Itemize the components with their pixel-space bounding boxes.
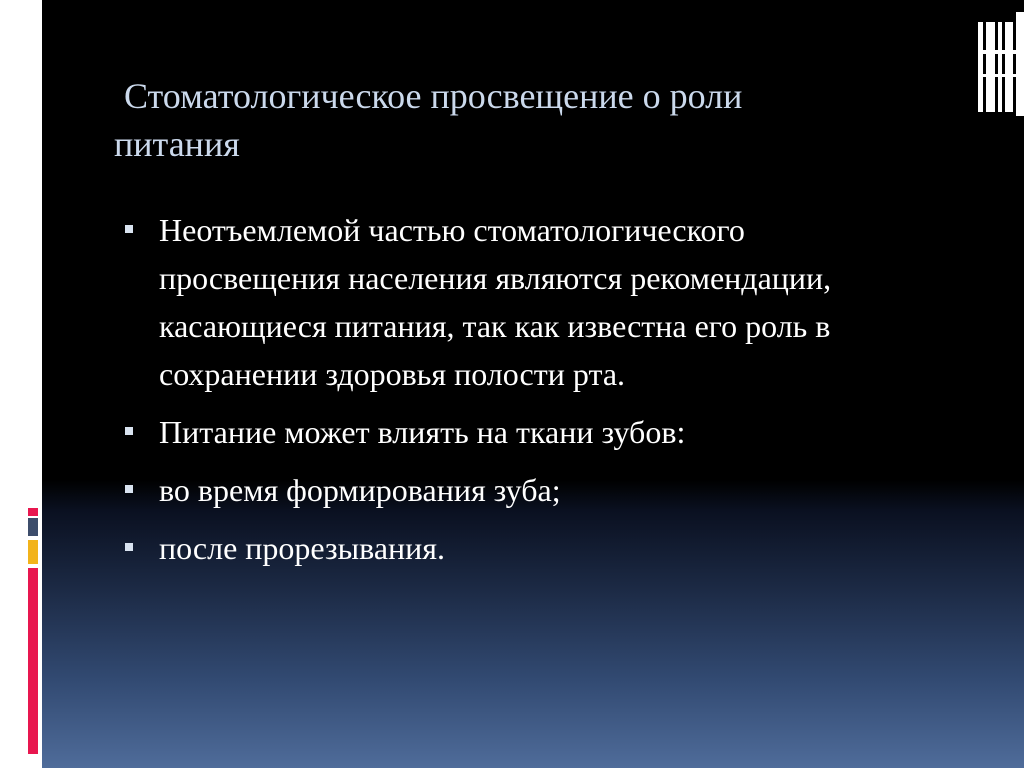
slide-title [114,72,938,168]
bullet-text: Питание может влиять на ткани зубов: [159,414,686,450]
bullet-item [122,408,922,456]
accent-bar-orange [28,540,38,564]
bullet-list [122,206,922,582]
bullet-item [122,524,922,572]
grid-icon [978,12,1024,116]
slide-title-line-2: питания [114,124,240,164]
square-bullet-icon [125,543,133,551]
bullet-text: Неотъемлемой частью стоматологического просвещения населения являются рекомендации, касающиеся питания, так как известна его роль в сохранении здоровья полости рта. [159,212,832,392]
accent-bar-red-small [28,508,38,516]
accent-bar-red-long [28,568,38,754]
bullet-item [122,206,922,398]
square-bullet-icon [125,225,133,233]
bullet-item [122,466,922,514]
accent-bar-gray [28,518,38,536]
bullet-text: во время формирования зуба; [159,472,561,508]
bullet-text: после прорезывания. [159,530,446,566]
square-bullet-icon [125,427,133,435]
slide-title-line-1: Стоматологическое просвещение о роли [124,76,743,116]
square-bullet-icon [125,485,133,493]
